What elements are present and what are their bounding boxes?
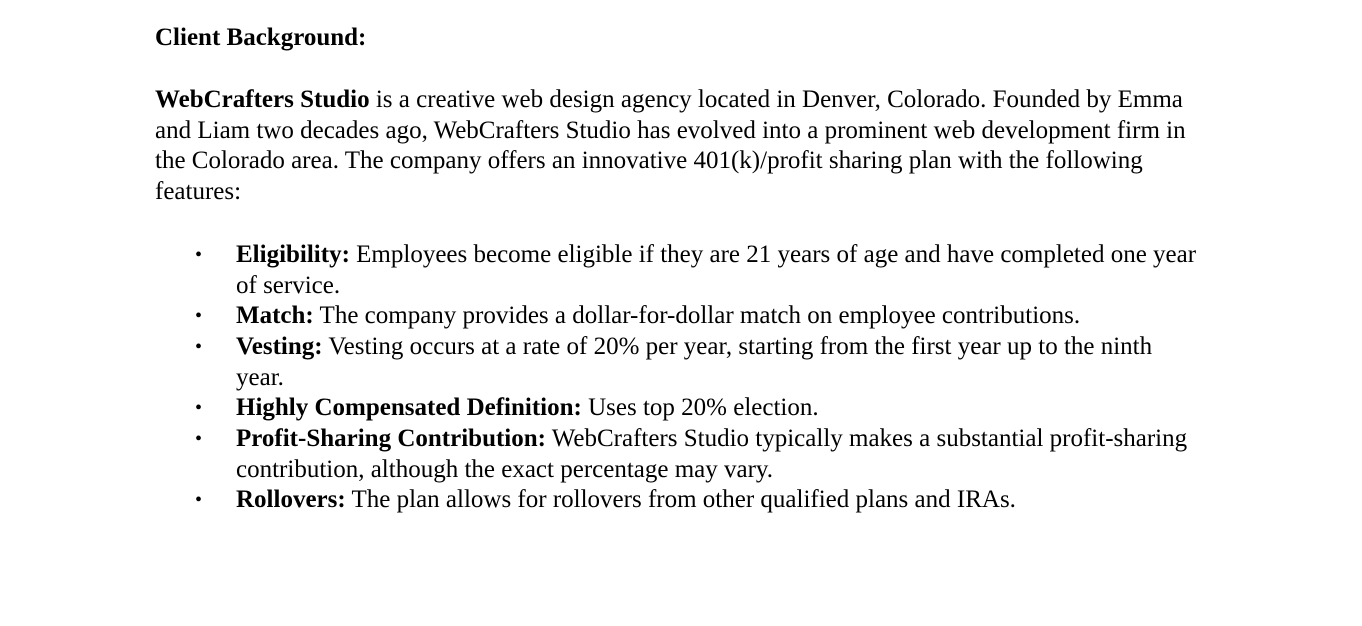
list-item-profit-sharing (155, 424, 1205, 485)
feature-text: The plan allows for rollovers from other qualified plans and IRAs. (345, 486, 1016, 514)
company-name: WebCrafters Studio (155, 86, 370, 113)
list-item-vesting (155, 332, 1205, 393)
feature-text: Employees become eligible if they are 21 years of age and have completed one year of service. (236, 240, 1197, 299)
list-item-highly-compensated (155, 393, 1205, 424)
feature-text: WebCrafters Studio typically makes a substantial profit-sharing contribution, although the exact percentage may vary. (236, 425, 1188, 483)
list-item-match (155, 301, 1205, 332)
bullet-icon: • (195, 335, 203, 358)
feature-text: Uses top 20% election. (581, 394, 819, 422)
document-body (155, 22, 1205, 516)
features-list (155, 240, 1205, 516)
feature-term: Match: (236, 302, 314, 330)
bullet-icon: • (195, 489, 203, 512)
intro-paragraph (155, 85, 1205, 208)
bullet-icon: • (195, 243, 203, 266)
list-item-eligibility (155, 240, 1205, 301)
feature-term: Eligibility: (236, 240, 350, 268)
bullet-icon: • (195, 305, 203, 328)
list-item-rollovers (155, 485, 1205, 516)
feature-term: Profit-Sharing Contribution: (236, 425, 546, 453)
feature-term: Highly Compensated Definition: (236, 394, 582, 422)
bullet-icon: • (195, 428, 203, 451)
bullet-icon: • (195, 397, 203, 420)
intro-text: is a creative web design agency located in Denver, Colorado. Founded by Emma and Liam two decades ago, WebCrafters Studio has evolved into a prominent web development firm in the Colorado area. The company offers an innovative 401(k)/profit sharing plan with the following features: (155, 86, 1186, 206)
feature-text: Vesting occurs at a rate of 20% per year, starting from the first year up to the ninth year. (236, 332, 1153, 391)
feature-term: Rollovers: (236, 486, 346, 514)
feature-text: The company provides a dollar-for-dollar match on employee contributions. (313, 302, 1081, 330)
section-heading: Client Background: (155, 24, 367, 51)
feature-term: Vesting: (236, 332, 323, 360)
